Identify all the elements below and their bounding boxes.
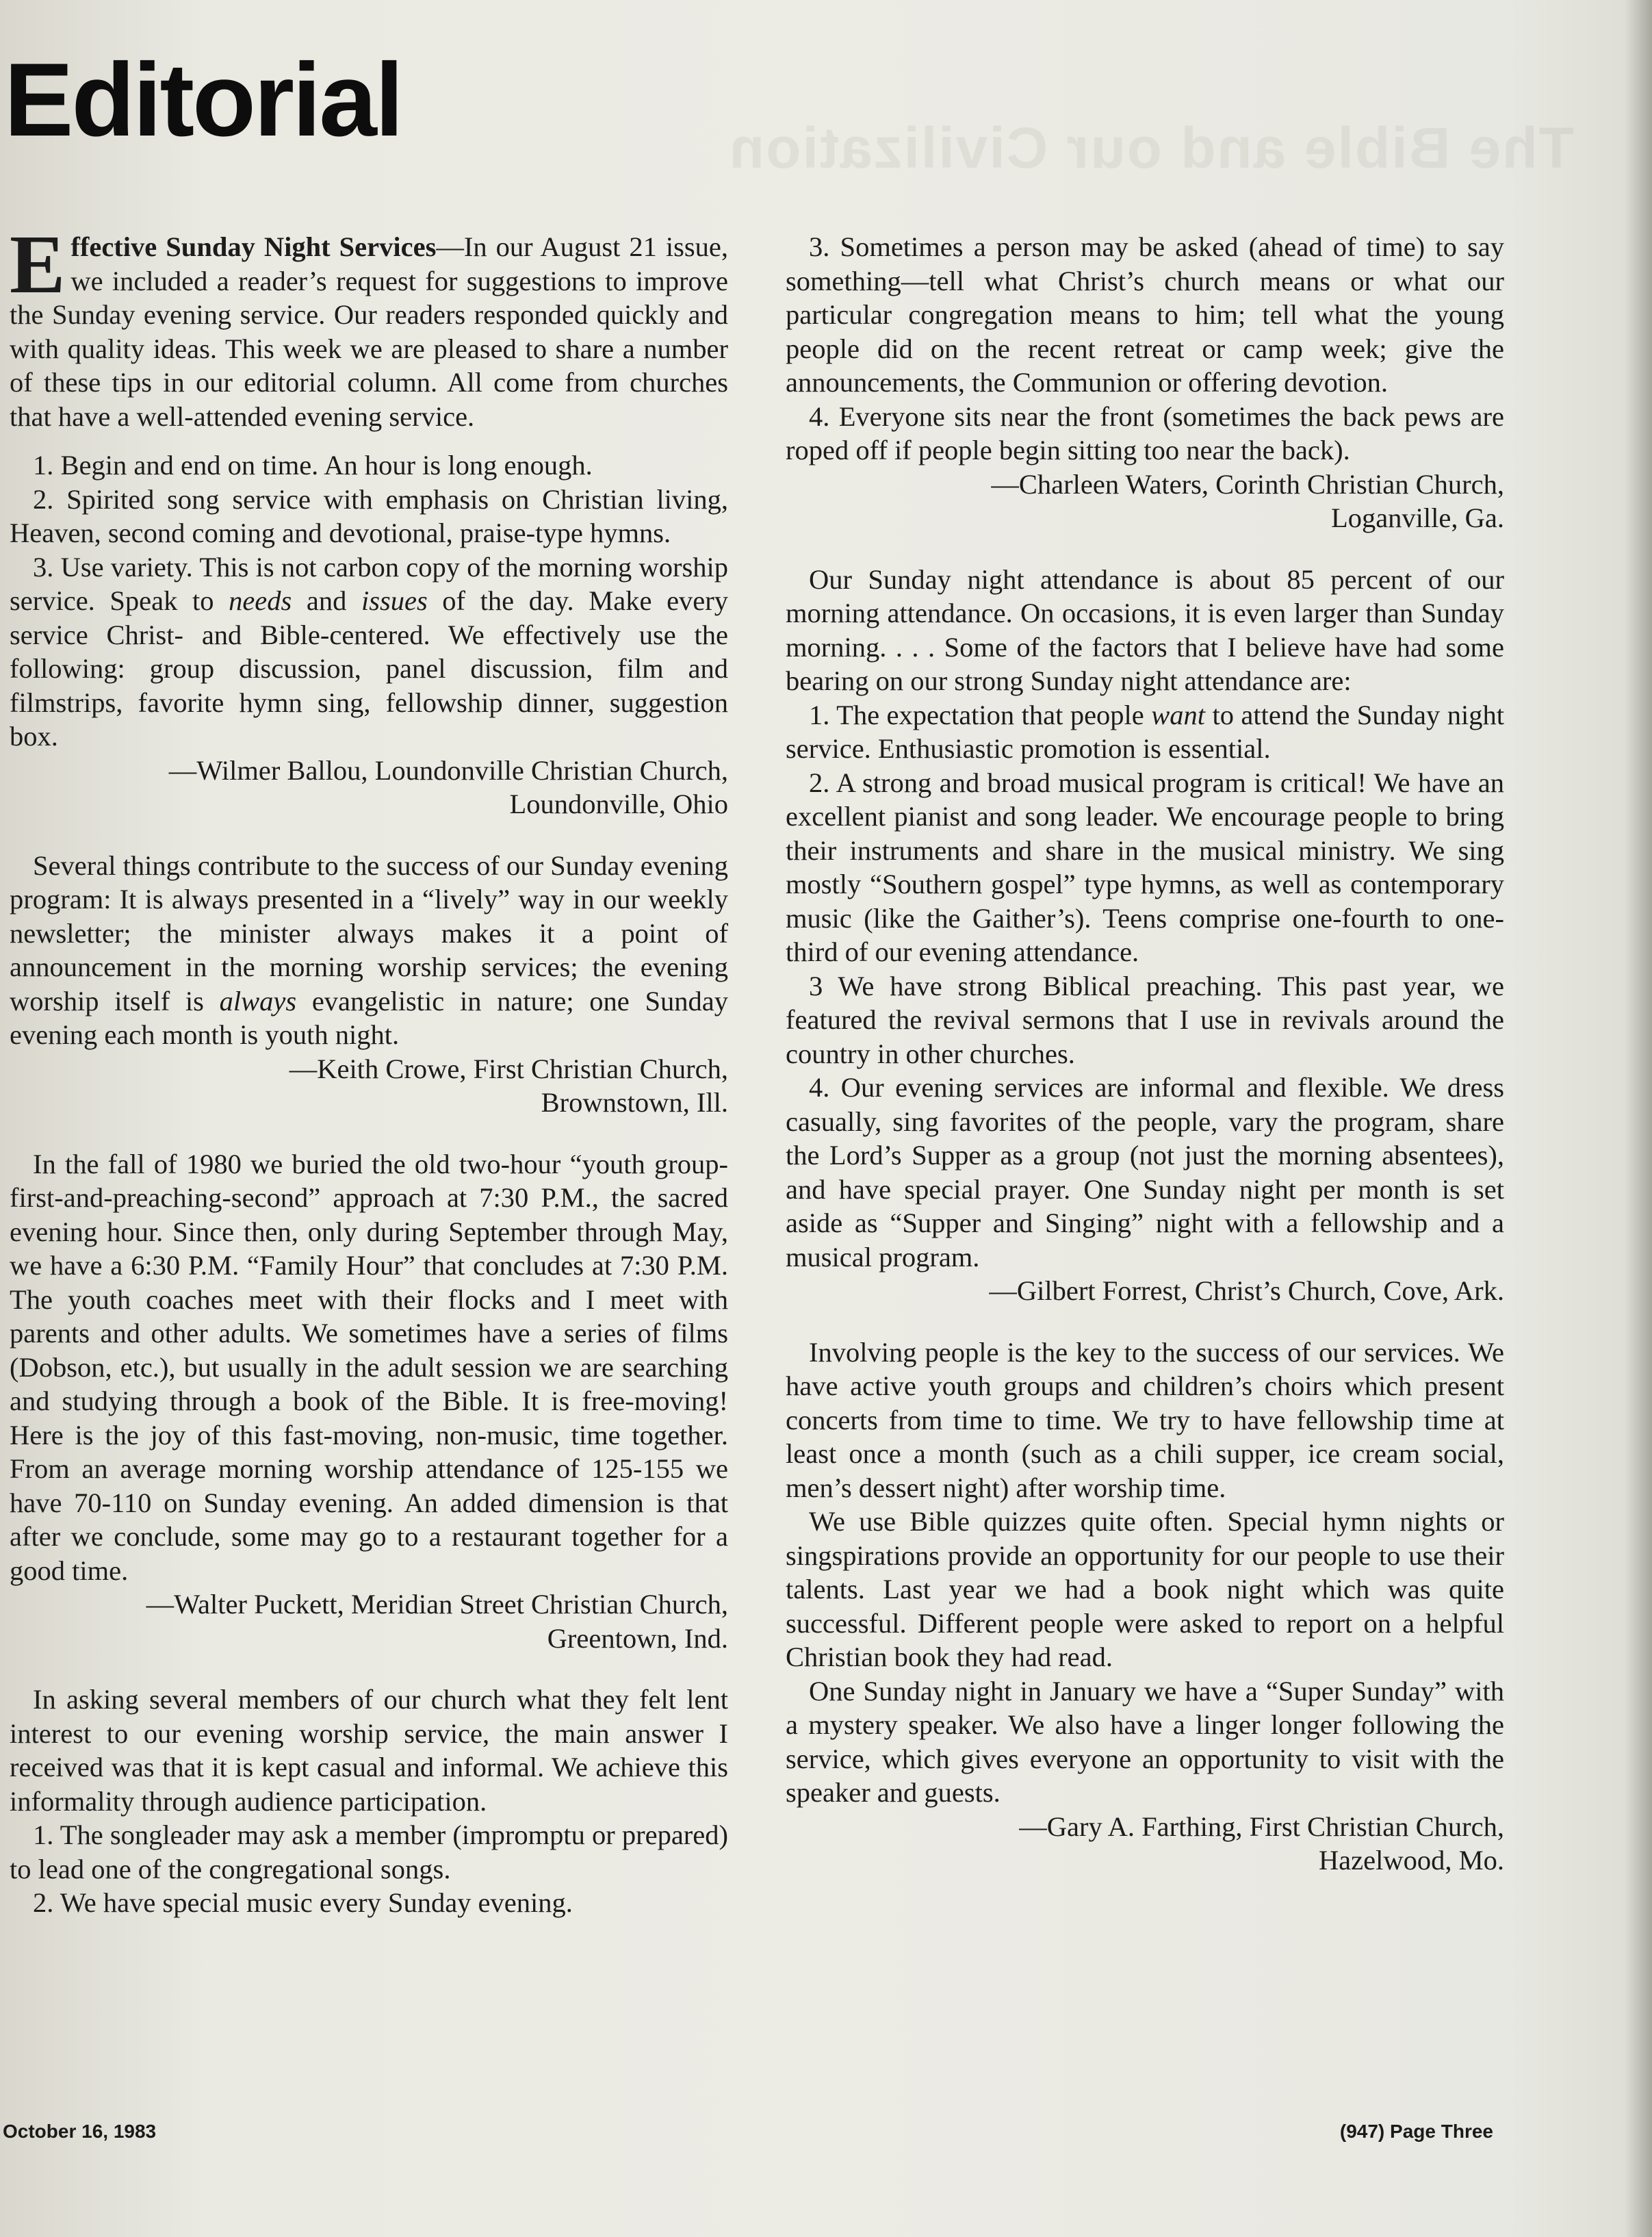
page-edge-shadow	[1625, 0, 1652, 2237]
paragraph: Several things contribute to the success of our Sunday evening program: It is always presented in a “lively” way in our weekly newsletter; the minister always makes it a point of announcement in the morning worship services; the evening worship itself is always evangelistic in nature; one Sunday evening each month is youth night.	[10, 849, 728, 1050]
paragraph: In asking several members of our church what they felt lent interest to our evening worship service, the main answer I received was that it is kept casual and informal. We achieve this informality through audience participation.	[10, 1684, 728, 1817]
left-column	[10, 218, 729, 1920]
paragraph: 1. The expectation that people want to attend the Sunday night service. Enthusiastic promotion is essential.	[786, 699, 1504, 764]
signature: —Walter Puckett, Meridian Street Christian Church, Greentown, Ind.	[146, 1589, 728, 1654]
paragraph: 1. The songleader may ask a member (impromptu or prepared) to lead one of the congregational songs.	[10, 1819, 728, 1884]
bleed-through-text: The Bible and our Civilization	[727, 116, 1574, 180]
paragraph: 3. Use variety. This is not carbon copy of the morning worship service. Speak to needs and issues of the day. Make every service Christ- and Bible-centered. We effectively use the following: group discussion, panel discussion, film and filmstrips, favorite hymn sing, fellowship dinner, suggestion box.	[10, 551, 729, 752]
signature: —Keith Crowe, First Christian Church, Brownstown, Ill.	[289, 1053, 728, 1118]
lead-heading: ffective Sunday Night Services	[70, 231, 437, 262]
paragraph: In the fall of 1980 we buried the old two-hour “youth group-first-and-preaching-second” approach at 7:30 P.M., the sacred evening hour. Since then, only during September through May, we have a 6:30 P.M. “Family Hour” that concludes at 7:30 P.M. The youth coaches meet with their flocks and I meet with parents and other adults. We sometimes have a series of films (Dobson, etc.), but usually in the adult session we are searching and studying through a book of the Bible. It is free-moving! Here is the joy of this fast-moving, non-music, time together. From an average morning worship attendance of 125-155 we have 70-110 on Sunday evening. An added dimension is that after we conclude, some may go to a restaurant together for a good time.	[10, 1148, 728, 1586]
paragraph: 2. We have special music every Sunday evening.	[33, 1887, 573, 1918]
lead-text: —In our August 21 issue, we included a reader’s request for suggestions to improve the Sunday evening service. Our readers responded quickly and with quality ideas. This week we are pleased to share a number of these tips in our editorial column. All come from churches that have a well-attended evening service.	[10, 231, 728, 432]
issue-date: October 16, 1983	[3, 2121, 157, 2142]
signature: —Gilbert Forrest, Christ’s Church, Cove, Ark.	[989, 1275, 1504, 1306]
paragraph: 3 We have strong Biblical preaching. This past year, we featured the revival sermons that I use in revivals around the country in other churches.	[786, 970, 1504, 1069]
right-column	[786, 230, 1504, 1878]
signature: —Gary A. Farthing, First Christian Church, Hazelwood, Mo.	[1019, 1811, 1504, 1876]
paragraph: 4. Everyone sits near the front (sometimes the back pews are roped off if people begin sitting too near the back).	[786, 400, 1504, 465]
paragraph: 4. Our evening services are informal and flexible. We dress casually, sing favorites of the people, vary the program, share the Lord’s Supper as a group (not just the morning absentees), and have special prayer. One Sunday night per month is set aside as “Supper and Singing” night with a fellowship and a musical program.	[786, 1072, 1504, 1273]
paragraph: 2. Spirited song service with emphasis on Christian living, Heaven, second coming and devotional, praise-type hymns.	[10, 483, 728, 548]
paragraph: 1. Begin and end on time. An hour is long enough.	[33, 450, 593, 481]
page-number: (947) Page Three	[1339, 2121, 1493, 2142]
paragraph: 2. A strong and broad musical program is critical! We have an excellent pianist and song leader. We encourage people to bring their instruments and share in the musical ministry. We sing mostly “Southern gospel” type hymns, as well as contemporary music (like the Gaither’s). Teens comprise one-fourth to one-third of our evening attendance.	[786, 767, 1504, 967]
drop-cap: E	[10, 218, 66, 311]
paragraph: Involving people is the key to the success of our services. We have active youth groups and children’s choirs which present concerts from time to time. We try to have fellowship time at least once a month (such as a chili supper, ice cream social, men’s dessert night) after worship time.	[786, 1336, 1504, 1503]
paragraph: Our Sunday night attendance is about 85 percent of our morning attendance. On occasions, it is even larger than Sunday morning. . . . Some of the factors that I believe have had some bearing on our strong Sunday night attendance are:	[786, 563, 1504, 696]
lead-paragraph	[10, 218, 728, 433]
page-title: Editorial	[4, 42, 402, 158]
signature: —Wilmer Ballou, Loundonville Christian Church, Loundonville, Ohio	[168, 754, 728, 819]
paragraph: We use Bible quizzes quite often. Special hymn nights or singspirations provide an opportunity for our people to use their talents. Last year we had a book night which was quite successful. Different people were asked to report on a helpful Christian book they had read.	[786, 1506, 1504, 1672]
paragraph: 3. Sometimes a person may be asked (ahead of time) to say something—tell what Christ’s church means or what our particular congregation means to him; tell what the young people did on the recent retreat or camp week; give the announcements, the Communion or offering devotion.	[786, 231, 1504, 398]
signature: —Charleen Waters, Corinth Christian Church, Loganville, Ga.	[991, 468, 1504, 533]
paragraph: One Sunday night in January we have a “Super Sunday” with a mystery speaker. We also have a linger longer following the service, which gives everyone an opportunity to visit with the speaker and guests.	[786, 1675, 1504, 1808]
